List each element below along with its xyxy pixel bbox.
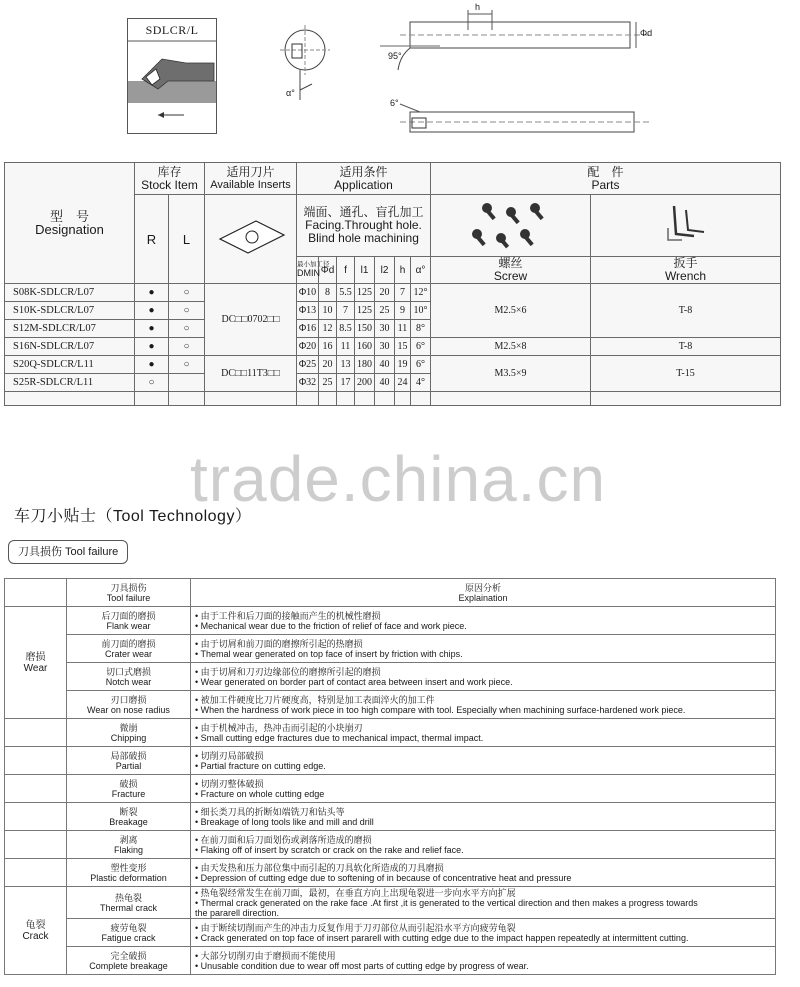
tech-header-row: [5, 579, 776, 607]
h-header: h: [395, 257, 411, 284]
failure-name: 局部破损 Partial: [67, 747, 191, 775]
f-header: f: [337, 257, 355, 284]
h-cell: 15: [395, 338, 411, 356]
screw-icon: [461, 198, 561, 248]
f-cell: 17: [337, 374, 355, 392]
stock-r-cell: ●: [135, 320, 169, 338]
l2-cell: 20: [375, 284, 395, 302]
d-cell: 20: [319, 356, 337, 374]
d-cell: 8: [319, 284, 337, 302]
dmin-cell: Φ16: [297, 320, 319, 338]
wrench-cell: T-15: [591, 356, 781, 392]
table-row: [5, 775, 776, 803]
alpha-cell: 6°: [411, 338, 431, 356]
screw-cell: M3.5×9: [431, 356, 591, 392]
h-cell: 24: [395, 374, 411, 392]
stock-header: 库存 Stock Item: [135, 163, 205, 195]
failure-name: 前刀面的磨损 Crater wear: [67, 635, 191, 663]
stock-l-cell: [169, 374, 205, 392]
designation-header: 型 号 Designation: [5, 163, 135, 284]
table-row: [5, 663, 776, 691]
dim-h: h: [475, 2, 481, 12]
failure-name: 热龟裂 Thermal crack: [67, 887, 191, 919]
screw-cell: M2.5×6: [431, 284, 591, 338]
h-cell: 7: [395, 284, 411, 302]
failure-explanation: • 大部分切削刃由于磨损而不能使用 • Unusable condition due to wear off most parts of cutting edge by progress of wear.: [191, 947, 776, 975]
failure-explanation: • 由于断续切削而产生的冲击力反复作用于刀刃部位从而引起沿水平方向疲劳龟裂 • Crack generated on top face of insert pararell with cutting edge due to the impact happen repeatedly at intermittent cutting.: [191, 919, 776, 947]
wrench-icon: [646, 198, 726, 248]
table-row: [5, 831, 776, 859]
stock-l-cell: ○: [169, 284, 205, 302]
technical-drawing: [0, 0, 800, 150]
explanation-header: 原因分析 Explaination: [191, 579, 776, 607]
d-header: Φd: [319, 257, 337, 284]
tool-failure-tag: 刀具损伤 Tool failure: [8, 540, 128, 564]
screw-header: 螺丝 Screw: [431, 257, 591, 284]
failure-explanation: • 热龟裂经常发生在前刀面，最初，在垂直方向上出现龟裂进一步向水平方向扩展 • Thermal crack generated on the rake face .At first ,it is generated to the vertical direction and then makes a progress towards the pararell direction.: [191, 887, 776, 919]
table-row: [5, 919, 776, 947]
dmin-header: 最小加工径 DMIN: [297, 257, 319, 284]
failure-name: 完全破损 Complete breakage: [67, 947, 191, 975]
designation-cell: S08K-SDLCR/L07: [5, 284, 135, 302]
d-cell: 10: [319, 302, 337, 320]
dim-alpha: α°: [286, 88, 295, 98]
alpha-header: α°: [411, 257, 431, 284]
wrench-cell: T-8: [591, 284, 781, 338]
watermark: trade.china.cn: [190, 443, 607, 515]
d-cell: 16: [319, 338, 337, 356]
failure-name: 微崩 Chipping: [67, 719, 191, 747]
l2-cell: 30: [375, 338, 395, 356]
insert-code-cell: DC□□11T3□□: [205, 356, 297, 392]
table-row: [5, 356, 781, 374]
l1-cell: 150: [355, 320, 375, 338]
table-row: [5, 284, 781, 302]
dmin-cell: Φ13: [297, 302, 319, 320]
section-title: 车刀小贴士（Tool Technology）: [14, 508, 252, 525]
l2-cell: 40: [375, 356, 395, 374]
table-row: [5, 338, 781, 356]
wrench-header: 扳手 Wrench: [591, 257, 781, 284]
failure-explanation: • 被加工件硬度比刀片硬度高，特别是加工表面淬火的加工件 • When the hardness of work piece in too high compare with tool. Especially when machining surface-hardened work piece.: [191, 691, 776, 719]
table-row: [5, 719, 776, 747]
designation-cell: S10K-SDLCR/L07: [5, 302, 135, 320]
group-wear: 磨损 Wear: [5, 607, 67, 719]
l1-cell: 125: [355, 284, 375, 302]
spec-table: [4, 162, 781, 406]
dim-phi-d: Φd: [640, 28, 653, 38]
dmin-cell: Φ20: [297, 338, 319, 356]
insert-code-cell: DC□□0702□□: [205, 284, 297, 356]
designation-cell: S20Q-SDLCR/L11: [5, 356, 135, 374]
stock-r-cell: ●: [135, 338, 169, 356]
wrench-illustration: [591, 195, 781, 257]
failure-explanation: • 细长类刀具的折断如端铣刀和钻头等 • Breakage of long tools like and mill and drill: [191, 803, 776, 831]
h-cell: 19: [395, 356, 411, 374]
stock-l-cell: ○: [169, 320, 205, 338]
figure-title: SDLCR/L: [145, 23, 199, 37]
alpha-cell: 4°: [411, 374, 431, 392]
h-cell: 9: [395, 302, 411, 320]
l2-cell: 40: [375, 374, 395, 392]
group-crack: 龟裂 Crack: [5, 887, 67, 975]
l2-cell: 25: [375, 302, 395, 320]
inserts-header: 适用刀片 Available Inserts: [205, 163, 297, 195]
stock-r-cell: ●: [135, 356, 169, 374]
dim-6: 6°: [390, 98, 399, 108]
f-cell: 5.5: [337, 284, 355, 302]
parts-header: 配 件 Parts: [431, 163, 781, 195]
stock-r-cell: ●: [135, 302, 169, 320]
stock-l-cell: ○: [169, 356, 205, 374]
designation-cell: S25R-SDLCR/L11: [5, 374, 135, 392]
stock-r-header: R: [135, 195, 169, 284]
table-row: [5, 859, 776, 887]
stock-l-cell: ○: [169, 302, 205, 320]
l1-cell: 160: [355, 338, 375, 356]
h-cell: 11: [395, 320, 411, 338]
f-cell: 11: [337, 338, 355, 356]
failure-explanation: • 由于切屑和前刀面的磨擦所引起的热磨损 • Themal wear generated on top face of insert by friction with chips.: [191, 635, 776, 663]
failure-explanation: • 由于机械冲击，热冲击而引起的小块崩刃 • Small cutting edge fractures due to mechanical impact, thermal impact.: [191, 719, 776, 747]
dimension-views: [0, 0, 800, 150]
table-row: [5, 803, 776, 831]
tool-failure-table: [4, 578, 776, 975]
alpha-cell: 12°: [411, 284, 431, 302]
dmin-cell: Φ25: [297, 356, 319, 374]
f-cell: 13: [337, 356, 355, 374]
table-row: [5, 607, 776, 635]
failure-explanation: • 由于切屑和刀刃边缘部位的磨擦所引起的磨损 • Wear generated on border part of contact area between insert and work piece.: [191, 663, 776, 691]
application-desc: 端面、通孔、盲孔加工 Facing.Throught hole. Blind hole machining: [297, 195, 431, 257]
f-cell: 8.5: [337, 320, 355, 338]
dmin-cell: Φ32: [297, 374, 319, 392]
dim-95: 95°: [388, 51, 402, 61]
l2-cell: 30: [375, 320, 395, 338]
f-cell: 7: [337, 302, 355, 320]
designation-cell: S16N-SDLCR/L07: [5, 338, 135, 356]
dmin-cell: Φ10: [297, 284, 319, 302]
table-row: [5, 947, 776, 975]
failure-name: 切口式磨损 Notch wear: [67, 663, 191, 691]
failure-name: 断裂 Breakage: [67, 803, 191, 831]
failure-explanation: • 在前刀面和后刀面划伤或剥落所造成的磨损 • Flaking off of insert by scratch or crack on the rake and relief face.: [191, 831, 776, 859]
d-cell: 25: [319, 374, 337, 392]
d-cell: 12: [319, 320, 337, 338]
alpha-cell: 8°: [411, 320, 431, 338]
screw-illustration: [431, 195, 591, 257]
failure-explanation: • 由天发热和压力部位集中而引起的刀具软化所造成的刀具磨损 • Depression of cutting edge due to softening of in because of concentrative heat and pressure: [191, 859, 776, 887]
failure-name: 刃口磨损 Wear on nose radius: [67, 691, 191, 719]
l1-cell: 125: [355, 302, 375, 320]
table-row: [5, 887, 776, 919]
insert-shape-cell: [205, 195, 297, 284]
failure-explanation: • 切削刃局部破损 • Partial fracture on cutting edge.: [191, 747, 776, 775]
l2-header: l2: [375, 257, 395, 284]
failure-name: 后刀面的磨损 Flank wear: [67, 607, 191, 635]
table-row: [5, 747, 776, 775]
failure-name: 破损 Fracture: [67, 775, 191, 803]
stock-l-header: L: [169, 195, 205, 284]
table-row: [5, 635, 776, 663]
failure-explanation: • 由于工件和后刀面的接触而产生的机械性磨损 • Mechanical wear due to the friction of relief of face and work piece.: [191, 607, 776, 635]
l1-header: l1: [355, 257, 375, 284]
alpha-cell: 10°: [411, 302, 431, 320]
stock-r-cell: ●: [135, 284, 169, 302]
tool-failure-header: 刀具损伤 Tool failure: [67, 579, 191, 607]
insert-shape-icon: [216, 215, 286, 259]
table-row: [5, 691, 776, 719]
alpha-cell: 6°: [411, 356, 431, 374]
failure-name: 疲劳龟裂 Fatigue crack: [67, 919, 191, 947]
screw-cell: M2.5×8: [431, 338, 591, 356]
failure-explanation: • 切削刃整体破损 • Fracture on whole cutting edge: [191, 775, 776, 803]
l1-cell: 180: [355, 356, 375, 374]
application-header: 适用条件 Application: [297, 163, 431, 195]
wrench-cell: T-8: [591, 338, 781, 356]
l1-cell: 200: [355, 374, 375, 392]
failure-name: 塑性变形 Plastic deformation: [67, 859, 191, 887]
stock-r-cell: ○: [135, 374, 169, 392]
designation-cell: S12M-SDLCR/L07: [5, 320, 135, 338]
failure-name: 剥离 Flaking: [67, 831, 191, 859]
stock-l-cell: ○: [169, 338, 205, 356]
